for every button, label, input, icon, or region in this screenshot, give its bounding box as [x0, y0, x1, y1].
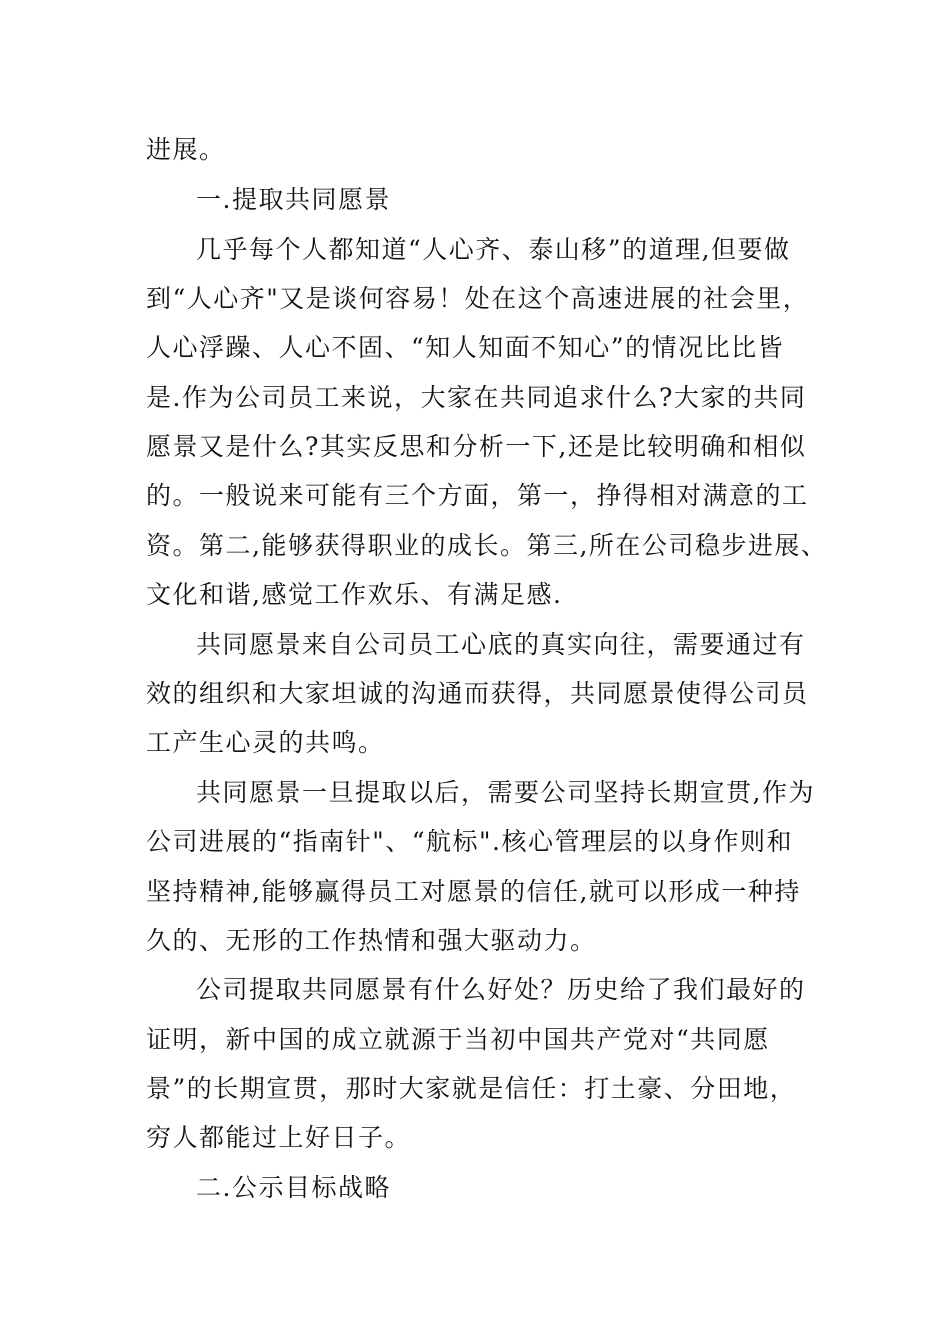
text-line: 证明，新中国的成立就源于当初中国共产党对“共同愿	[146, 1025, 770, 1054]
text-line: 坚持精神,能够赢得员工对愿景的信任,就可以形成一种持	[146, 877, 801, 906]
text-line: 穷人都能过上好日子。	[146, 1123, 412, 1152]
text-line: 公司进展的“指南针"、“航标".核心管理层的以身作则和	[146, 827, 794, 856]
text-line: 进展。	[146, 135, 226, 164]
text-line: 到“人心齐"又是谈何容易！处在这个高速进展的社会里，	[146, 284, 810, 313]
text-line: 资。第二,能够获得职业的成长。第三,所在公司稳步进展、	[146, 531, 828, 560]
text-line: 文化和谐,感觉工作欢乐、有满足感.	[146, 580, 563, 609]
text-line: 久的、无形的工作热情和强大驱动力。	[146, 926, 597, 955]
text-line: 效的组织和大家坦诚的沟通而获得，共同愿景使得公司员	[146, 679, 809, 708]
text-line: 愿景又是什么?其实反思和分析一下,还是比较明确和相似	[146, 432, 807, 461]
text-line: 公司提取共同愿景有什么好处？历史给了我们最好的	[196, 975, 806, 1004]
text-line: 工产生心灵的共鸣。	[146, 728, 385, 757]
section-heading: 一.提取共同愿景	[196, 185, 391, 214]
text-line: 的。一般说来可能有三个方面，第一，挣得相对满意的工	[146, 481, 809, 510]
text-line: 景”的长期宣贯，那时大家就是信任：打土豪、分田地，	[146, 1074, 797, 1103]
text-line: 几乎每个人都知道“人心齐、泰山移”的道理,但要做	[196, 235, 791, 264]
text-line: 人心浮躁、人心不固、“知人知面不知心”的情况比比皆	[146, 333, 785, 362]
section-heading: 二.公示目标战略	[196, 1173, 391, 1202]
text-line: 共同愿景一旦提取以后，需要公司坚持长期宣贯,作为	[196, 778, 815, 807]
text-line: 共同愿景来自公司员工心底的真实向往，需要通过有	[196, 630, 806, 659]
text-line: 是.作为公司员工来说，大家在共同追求什么?大家的共同	[146, 383, 807, 412]
